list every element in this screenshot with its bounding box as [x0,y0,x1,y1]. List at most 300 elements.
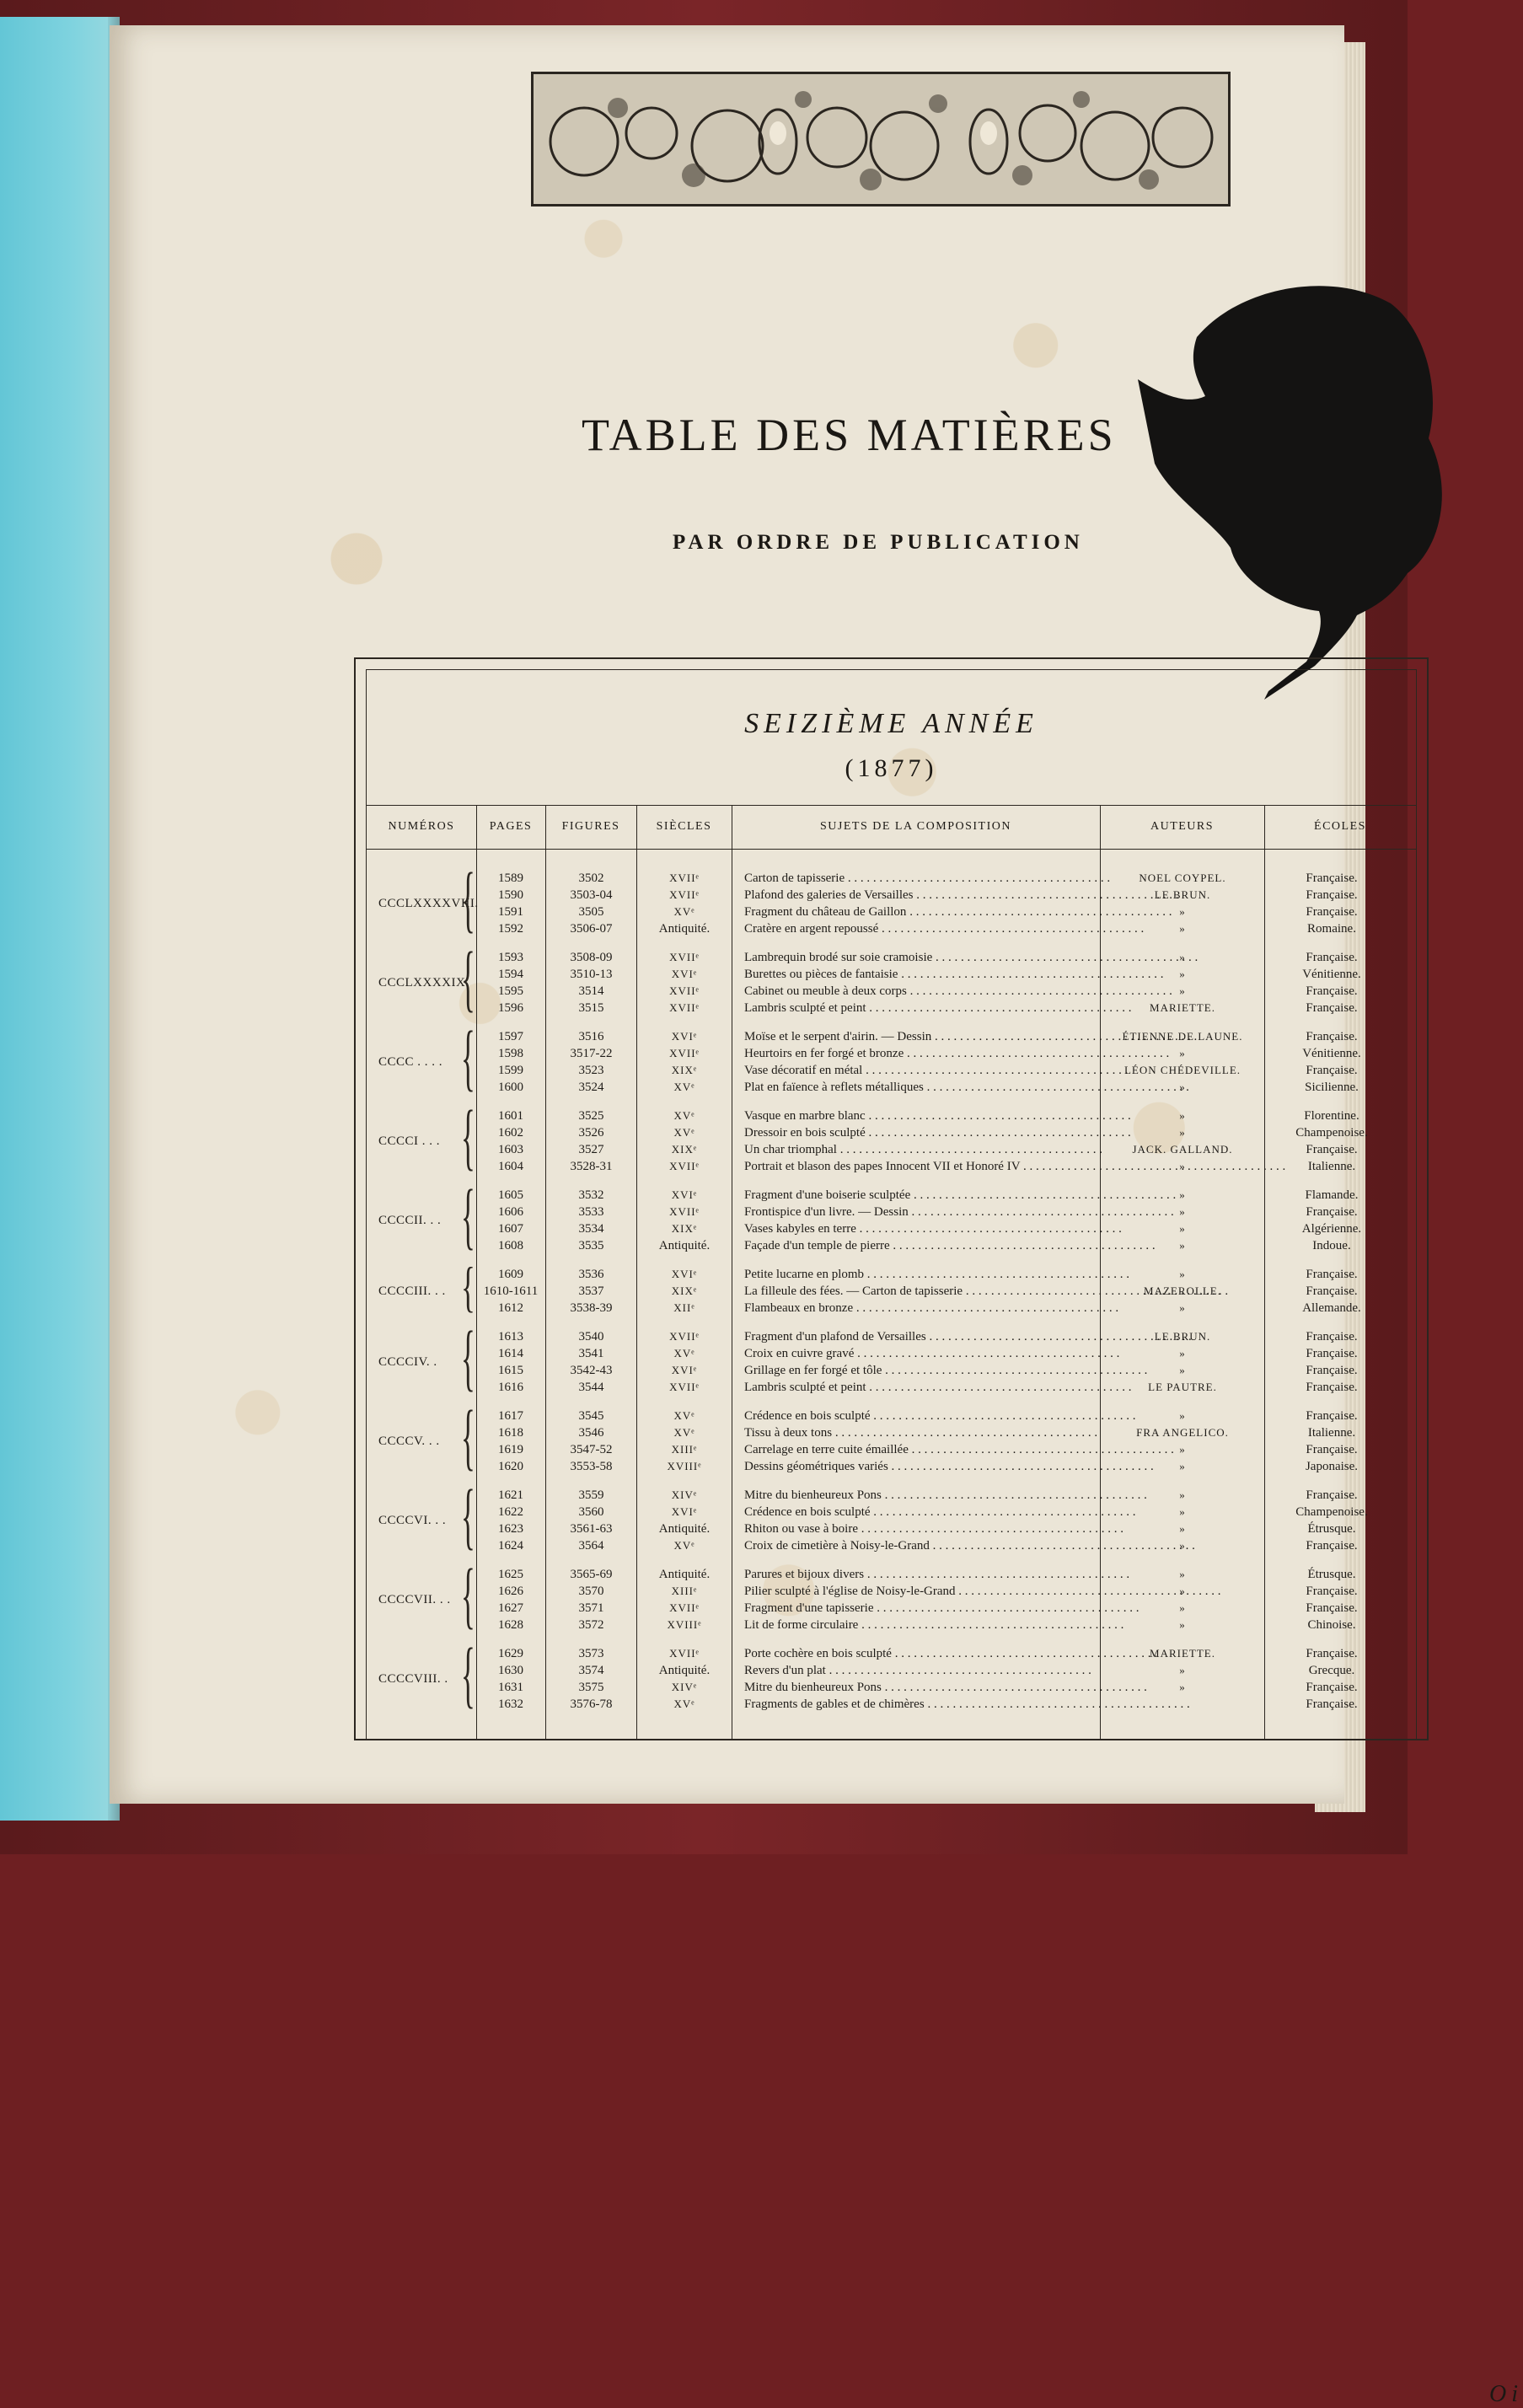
cell-page: 1601 [498,1109,523,1123]
cell-auteur: NOEL COYPEL. [1139,871,1226,884]
cell-auteur: » [1179,1443,1186,1456]
column-header-numeros: NUMÉROS [388,820,455,833]
cell-siecle: XVIIIᵉ [667,1460,702,1472]
column-header-ecoles: ÉCOLES [1314,820,1366,833]
cell-figure: 3535 [578,1239,604,1252]
cell-figure: 3546 [578,1426,604,1440]
group-number: CCCCII. . . [378,1214,442,1227]
cell-auteur: LE PAUTRE. [1148,1381,1217,1393]
cell-sujet: Tissu à deux tons . . . [744,1425,1081,1440]
group-brace: { [461,859,475,941]
cell-sujet: Carton de tapisserie . . . [744,871,1081,886]
cell-ecole: Romaine. [1307,922,1356,936]
header-rule [367,849,1416,850]
cell-figure: 3561-63 [570,1522,613,1536]
cell-page: 1600 [498,1081,523,1094]
cell-sujet: Parures et bijoux divers . . . [744,1567,1081,1582]
cell-page: 1606 [498,1205,523,1219]
cell-auteur: » [1179,1409,1186,1422]
cell-siecle: XIIIᵉ [671,1585,698,1597]
cell-ecole: Française. [1306,1381,1358,1394]
group-brace: { [461,1634,475,1716]
cell-ecole: Sicilienne. [1305,1081,1359,1094]
cell-auteur: » [1179,1488,1186,1501]
group-number: CCCLXXXXVIII. [378,897,479,910]
cell-sujet: Porte cochère en bois sculpté . . . [744,1646,1081,1661]
cell-page: 1589 [498,871,523,885]
cell-auteur: » [1179,1301,1186,1314]
cell-ecole: Française. [1306,1143,1358,1156]
group-brace: { [461,1397,475,1478]
cell-ecole: Vénitienne. [1302,1047,1361,1060]
cell-auteur: » [1179,1205,1186,1218]
cell-figure: 3575 [578,1681,604,1694]
contents-table [366,669,1523,2407]
cell-auteur: » [1179,984,1186,997]
cell-ecole: Française. [1306,1030,1358,1043]
cell-sujet: Petite lucarne en plomb . . . [744,1267,1081,1282]
cell-sujet: Flambeaux en bronze . . . [744,1301,1081,1316]
cell-page: 1628 [498,1618,523,1632]
cell-siecle: XIIIᵉ [671,1443,698,1456]
cell-auteur: ÉTIENNE DE LAUNE. [1122,1030,1243,1043]
cell-sujet: Plat en faïence à reflets métalliques . . . [744,1080,1081,1095]
cell-sujet: Vasque en marbre blanc . . . [744,1108,1081,1124]
cell-figure: 3572 [578,1618,604,1632]
cell-siecle: XVIIᵉ [669,1047,700,1059]
cell-siecle: XVIIᵉ [669,1160,700,1172]
cell-auteur: » [1179,1081,1186,1093]
cell-siecle: XVIIIᵉ [667,1618,702,1631]
cell-auteur: » [1179,1109,1186,1122]
cell-siecle: Antiquité. [658,1522,711,1536]
cell-siecle: XVIIᵉ [669,1205,700,1218]
cell-siecle: XVIIᵉ [669,871,700,884]
cell-figure: 3514 [578,984,604,998]
cell-auteur: LE BRUN. [1154,1330,1211,1343]
cell-ecole: Française. [1306,1364,1358,1377]
blue-endpaper [0,17,120,1821]
cell-sujet: Fragment du château de Gaillon . . . [744,904,1081,920]
cell-auteur: » [1179,1364,1186,1376]
cell-page: 1605 [498,1188,523,1202]
cell-siecle: XVIᵉ [671,1268,698,1280]
cell-siecle: XIVᵉ [671,1681,698,1693]
cell-siecle: Antiquité. [658,922,711,936]
cell-siecle: XVIᵉ [671,1030,698,1043]
cell-siecle: XVIᵉ [671,1364,698,1376]
column-header-auteurs: AUTEURS [1150,820,1215,833]
group-brace: { [461,1476,475,1558]
cell-sujet: Cratère en argent repoussé . . . [744,921,1081,936]
cell-ecole: Française. [1306,1647,1358,1660]
column-divider [476,805,477,1740]
cell-page: 1616 [498,1381,523,1394]
cell-figure: 3515 [578,1001,604,1015]
cell-ecole: Française. [1306,951,1358,964]
folio-mark: Oi [1489,2381,1523,2407]
cell-ecole: Française. [1306,905,1358,919]
cell-siecle: XVᵉ [673,1126,695,1139]
cell-page: 1598 [498,1047,523,1060]
group-number: CCCCVII. . . [378,1593,451,1606]
cell-figure: 3533 [578,1205,604,1219]
cell-siecle: XVᵉ [673,1697,695,1710]
cell-ecole: Italienne. [1307,1426,1356,1440]
cell-figure: 3542-43 [570,1364,613,1377]
cell-figure: 3574 [578,1664,604,1677]
cell-auteur: » [1179,1618,1186,1631]
cell-figure: 3537 [578,1284,604,1298]
cell-siecle: XVIIᵉ [669,1381,700,1393]
cell-figure: 3576-78 [570,1697,613,1711]
cell-ecole: Française. [1306,1601,1358,1615]
cell-sujet: Croix en cuivre gravé . . . [744,1346,1081,1361]
cell-auteur: MARIETTE. [1150,1647,1215,1660]
cell-ecole: Allemande. [1302,1301,1361,1315]
cell-page: 1620 [498,1460,523,1473]
cell-figure: 3540 [578,1330,604,1343]
cell-auteur: » [1179,1601,1186,1614]
cell-auteur: LÉON CHÉDEVILLE. [1123,1064,1241,1076]
cell-page: 1629 [498,1647,523,1660]
cell-ecole: Flamande. [1305,1188,1359,1202]
cell-ecole: Champenoise. [1295,1505,1368,1519]
cell-sujet: Lambris sculpté et peint . . . [744,1000,1081,1016]
cell-sujet: Pilier sculpté à l'église de Noisy-le-Grand . . . [744,1584,1081,1599]
group-brace: { [461,1555,475,1637]
cell-page: 1627 [498,1601,523,1615]
cell-figure: 3541 [578,1347,604,1360]
cell-auteur: » [1179,1568,1186,1580]
cell-auteur: » [1179,922,1186,935]
cell-auteur: » [1179,1347,1186,1360]
cell-siecle: XVᵉ [673,1347,695,1360]
cell-figure: 3536 [578,1268,604,1281]
cell-sujet: Dessins géométriques variés . . . [744,1459,1081,1474]
cell-sujet: Fragments de gables et de chimères . . . [744,1697,1081,1712]
cell-figure: 3564 [578,1539,604,1553]
cell-auteur: MARIETTE. [1150,1001,1215,1014]
cell-sujet: Mitre du bienheureux Pons . . . [744,1680,1081,1695]
cell-sujet: Un char triomphal . . . [744,1142,1081,1157]
cell-sujet: Crédence en bois sculpté . . . [744,1408,1081,1424]
cell-auteur: » [1179,1160,1186,1172]
column-divider [1264,805,1265,1740]
cell-auteur: » [1179,1188,1186,1201]
cell-siecle: XVᵉ [673,1539,695,1552]
cell-auteur: LE BRUN. [1154,888,1211,901]
cell-figure: 3503-04 [570,888,613,902]
cell-sujet: Lambris sculpté et peint . . . [744,1380,1081,1395]
cell-siecle: XVIᵉ [671,968,698,980]
cell-page: 1592 [498,922,523,936]
group-number: CCCCVI. . . [378,1514,447,1527]
cell-auteur: JACK. GALLAND. [1132,1143,1233,1156]
cell-siecle: XVIIᵉ [669,951,700,963]
cell-sujet: Dressoir en bois sculpté . . . [744,1125,1081,1140]
group-brace: { [461,1257,475,1318]
cell-figure: 3573 [578,1647,604,1660]
cell-sujet: Fragment d'une boiserie sculptée . . . [744,1188,1081,1203]
column-divider [545,805,546,1740]
cell-auteur: » [1179,951,1186,963]
cell-auteur: » [1179,1239,1186,1252]
cell-ecole: Algérienne. [1301,1222,1362,1236]
cell-sujet: Façade d'un temple de pierre . . . [744,1238,1081,1253]
cell-ecole: Florentine. [1304,1109,1359,1123]
cell-auteur: » [1179,1585,1186,1597]
cell-page: 1632 [498,1697,523,1711]
cell-siecle: XVIᵉ [671,1188,698,1201]
cell-sujet: Cabinet ou meuble à deux corps . . . [744,984,1081,999]
cell-siecle: XVIᵉ [671,1505,698,1518]
cell-siecle: XVIIᵉ [669,1001,700,1014]
cell-siecle: Antiquité. [658,1664,711,1677]
page-title: TABLE DES MATIÈRES [582,410,1117,460]
cell-page: 1630 [498,1664,523,1677]
cell-ecole: Étrusque. [1307,1522,1356,1536]
cell-sujet: Plafond des galeries de Versailles . . . [744,888,1081,903]
cell-auteur: » [1179,1681,1186,1693]
cell-page: 1609 [498,1268,523,1281]
cell-page: 1594 [498,968,523,981]
cell-ecole: Grecque. [1308,1664,1355,1677]
cell-ecole: Française. [1306,1488,1358,1502]
cell-page: 1619 [498,1443,523,1456]
cell-figure: 3571 [578,1601,604,1615]
group-brace: { [461,938,475,1020]
group-number: CCCCIII. . . [378,1284,446,1298]
cell-auteur: » [1179,1126,1186,1139]
cell-ecole: Française. [1306,1585,1358,1598]
cell-page: 1615 [498,1364,523,1377]
cell-auteur: MAZEROLLE. [1144,1284,1221,1297]
cell-sujet: Fragment d'une tapisserie . . . [744,1601,1081,1616]
cell-auteur: » [1179,1222,1186,1235]
cell-ecole: Française. [1306,1409,1358,1423]
cell-figure: 3532 [578,1188,604,1202]
cell-figure: 3565-69 [570,1568,613,1581]
cell-ecole: Vénitienne. [1302,968,1361,981]
group-number: CCCCI . . . [378,1134,441,1148]
cell-ecole: Française. [1306,1064,1358,1077]
ornamental-frieze-image [531,72,1231,206]
column-header-siecles: SIÈCLES [656,820,712,833]
cell-siecle: XVᵉ [673,1109,695,1122]
cell-sujet: Carrelage en terre cuite émaillée . . . [744,1442,1081,1457]
cell-figure: 3516 [578,1030,604,1043]
cell-sujet: Heurtoirs en fer forgé et bronze . . . [744,1046,1081,1061]
cell-sujet: Mitre du bienheureux Pons . . . [744,1488,1081,1503]
group-number: CCCLXXXXIX. [378,976,469,989]
cell-ecole: Française. [1306,1347,1358,1360]
cell-siecle: XVᵉ [673,1426,695,1439]
cell-auteur: » [1179,1522,1186,1535]
year-heading: SEIZIÈME ANNÉE [744,708,1038,739]
cell-sujet: Croix de cimetière à Noisy-le-Grand . . . [744,1538,1081,1553]
column-divider [636,805,637,1740]
cell-figure: 3508-09 [570,951,613,964]
cell-ecole: Japonaise. [1305,1460,1359,1473]
cell-page: 1623 [498,1522,523,1536]
cell-siecle: XIXᵉ [671,1222,698,1235]
cell-page: 1621 [498,1488,523,1502]
cell-ecole: Française. [1306,1697,1358,1711]
book-page [110,25,1523,2407]
table-rule [367,805,1416,806]
page-subtitle: PAR ORDRE DE PUBLICATION [673,531,1084,554]
group-number: CCCCV. . . [378,1435,440,1448]
cell-auteur: » [1179,1047,1186,1059]
cell-sujet: Vase décoratif en métal . . . [744,1063,1081,1078]
cell-page: 1602 [498,1126,523,1140]
cell-figure: 3545 [578,1409,604,1423]
cell-page: 1607 [498,1222,523,1236]
cell-siecle: XIXᵉ [671,1284,698,1297]
column-header-pages: PAGES [489,820,533,833]
contents-table-frame [354,657,1523,2407]
cell-siecle: XIXᵉ [671,1064,698,1076]
cell-page: 1604 [498,1160,523,1173]
cell-siecle: XVᵉ [673,905,695,918]
cell-page: 1590 [498,888,523,902]
cell-figure: 3524 [578,1081,604,1094]
cell-page: 1595 [498,984,523,998]
cell-ecole: Française. [1306,1330,1358,1343]
group-brace: { [461,1097,475,1178]
cell-figure: 3553-58 [570,1460,613,1473]
cell-ecole: Française. [1306,1681,1358,1694]
ink-blot-leaf-image [1138,270,1458,708]
cell-ecole: Italienne. [1307,1160,1356,1173]
cell-page: 1612 [498,1301,523,1315]
cell-page: 1614 [498,1347,523,1360]
cell-figure: 3505 [578,905,604,919]
cell-auteur: » [1179,1539,1186,1552]
cell-siecle: XIXᵉ [671,1143,698,1156]
cell-figure: 3544 [578,1381,604,1394]
cell-figure: 3559 [578,1488,604,1502]
cell-siecle: Antiquité. [658,1568,711,1581]
cell-ecole: Française. [1306,1443,1358,1456]
cell-sujet: La filleule des fées. — Carton de tapisserie . . . [744,1284,1081,1299]
cell-page: 1626 [498,1585,523,1598]
group-brace: { [461,1017,475,1099]
cell-sujet: Lambrequin brodé sur soie cramoisie . . . [744,950,1081,965]
group-number: CCCC . . . . [378,1055,443,1069]
cell-figure: 3527 [578,1143,604,1156]
cell-page: 1593 [498,951,523,964]
cell-ecole: Française. [1306,871,1358,885]
cell-auteur: » [1179,968,1186,980]
cell-page: 1608 [498,1239,523,1252]
cell-siecle: XIVᵉ [671,1488,698,1501]
cell-figure: 3560 [578,1505,604,1519]
group-number: CCCCIV. . [378,1355,437,1369]
cell-ecole: Française. [1306,984,1358,998]
cell-page: 1610-1611 [483,1284,539,1298]
cell-figure: 3570 [578,1585,604,1598]
cell-page: 1618 [498,1426,523,1440]
cell-figure: 3528-31 [570,1160,613,1173]
cell-figure: 3534 [578,1222,604,1236]
cell-siecle: XVIIᵉ [669,1647,700,1660]
cell-ecole: Française. [1306,1268,1358,1281]
cell-ecole: Française. [1306,1539,1358,1553]
cell-siecle: XIIᵉ [673,1301,695,1314]
cell-ecole: Française. [1306,888,1358,902]
cell-auteur: » [1179,1505,1186,1518]
cell-page: 1596 [498,1001,523,1015]
cell-siecle: Antiquité. [658,1239,711,1252]
cell-sujet: Revers d'un plat . . . [744,1663,1081,1678]
column-header-sujets: SUJETS DE LA COMPOSITION [820,820,1011,833]
cell-figure: 3506-07 [570,922,613,936]
cell-auteur: FRA ANGELICO. [1136,1426,1229,1439]
cell-auteur: » [1179,1664,1186,1676]
group-brace: { [461,1176,475,1258]
cell-figure: 3517-22 [570,1047,613,1060]
cell-ecole: Étrusque. [1307,1568,1356,1581]
cell-ecole: Indoue. [1312,1239,1351,1252]
cell-figure: 3538-39 [570,1301,613,1315]
cell-figure: 3526 [578,1126,604,1140]
cell-sujet: Moïse et le serpent d'airin. — Dessin . . . [744,1029,1081,1044]
cell-figure: 3547-52 [570,1443,613,1456]
cell-page: 1599 [498,1064,523,1077]
cell-sujet: Rhiton ou vase à boire . . . [744,1521,1081,1537]
cell-page: 1597 [498,1030,523,1043]
cell-sujet: Frontispice d'un livre. — Dessin . . . [744,1204,1081,1220]
cell-page: 1603 [498,1143,523,1156]
cell-figure: 3525 [578,1109,604,1123]
cell-page: 1631 [498,1681,523,1694]
cell-siecle: XVᵉ [673,1409,695,1422]
cell-figure: 3502 [578,871,604,885]
cell-sujet: Crédence en bois sculpté . . . [744,1504,1081,1520]
cell-sujet: Portrait et blason des papes Innocent VII et Honoré IV . . . [744,1159,1081,1174]
cell-sujet: Fragment d'un plafond de Versailles . . . [744,1329,1081,1344]
cell-auteur: » [1179,905,1186,918]
cell-page: 1622 [498,1505,523,1519]
cell-siecle: XVIIᵉ [669,888,700,901]
cell-auteur: » [1179,1268,1186,1280]
cell-siecle: XVIIᵉ [669,1601,700,1614]
cell-siecle: XVIIᵉ [669,1330,700,1343]
cell-ecole: Champenoise. [1295,1126,1368,1140]
cell-sujet: Vases kabyles en terre . . . [744,1221,1081,1236]
cell-page: 1617 [498,1409,523,1423]
cell-siecle: XVIIᵉ [669,984,700,997]
cell-ecole: Française. [1306,1001,1358,1015]
group-brace: { [461,1317,475,1399]
cell-page: 1613 [498,1330,523,1343]
cell-figure: 3523 [578,1064,604,1077]
column-header-figures: FIGURES [561,820,620,833]
cell-sujet: Lit de forme circulaire . . . [744,1617,1081,1633]
cell-siecle: XVᵉ [673,1081,695,1093]
cell-auteur: » [1179,1460,1186,1472]
cell-sujet: Grillage en fer forgé et tôle . . . [744,1363,1081,1378]
cell-page: 1591 [498,905,523,919]
cell-ecole: Chinoise. [1307,1618,1356,1632]
group-number: CCCCVIII. . [378,1672,448,1686]
cell-figure: 3510-13 [570,968,613,981]
cell-page: 1624 [498,1539,523,1553]
cell-ecole: Française. [1306,1284,1358,1298]
year-number: (1877) [845,754,938,782]
